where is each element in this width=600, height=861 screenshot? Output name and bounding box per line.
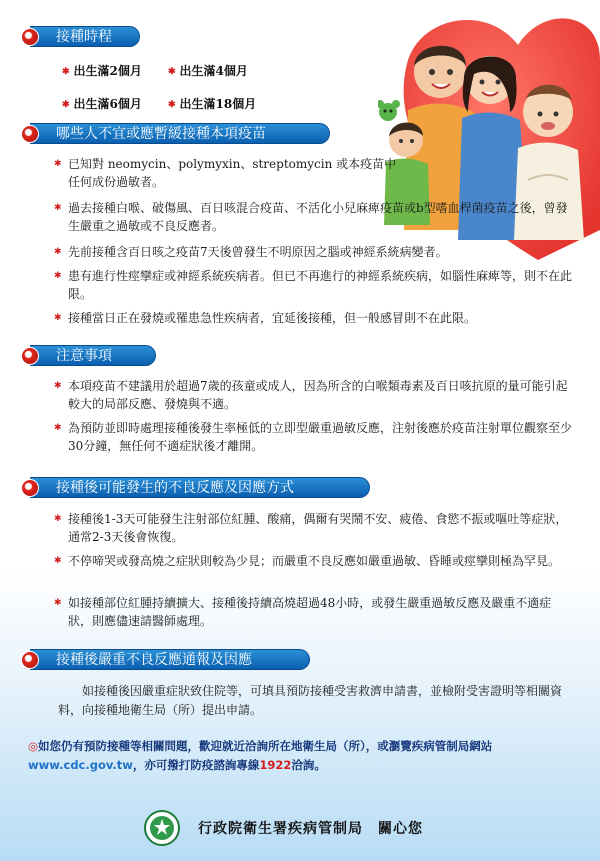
website-link[interactable]: www.cdc.gov.tw <box>28 758 133 772</box>
section-bullet-icon <box>21 651 39 669</box>
section-bullet-icon <box>21 479 39 497</box>
red-star-icon: ✱ <box>54 271 62 281</box>
contact-info: ◎如您仍有預防接種等相關問題，歡迎就近洽詢所在地衛生局（所），或瀏覽疾病管制局網站 www.cdc.gov.tw，亦可撥打防疫諮詢專線1922洽詢。 <box>28 739 493 772</box>
contraindication-item: ✱ 先前接種含百日咳之疫苗7天後曾發生不明原因之腦或神經系統病變者。 <box>68 244 573 262</box>
schedule-item: ✱ 出生滿18個月 <box>168 97 257 111</box>
reporting-text: 如接種後因嚴重症狀致住院等，可填具預防接種受害救濟申請書，並檢附受害證明等相關資料，向接種地衛生局（所）提出申請。 <box>58 684 563 717</box>
schedule-item: ✱ 出生滿4個月 <box>168 64 248 78</box>
red-star-icon: ✱ <box>54 423 62 433</box>
schedule-item: ✱ 出生滿2個月 <box>62 64 142 78</box>
section-bullet-icon <box>21 125 39 143</box>
red-star-icon: ✱ <box>168 100 176 110</box>
precaution-item: ✱ 為預防並即時處理接種後發生率極低的立即型嚴重過敏反應，注射後應於疫苗注射單位觀察至少30分鐘，無任何不適症狀後才離開。 <box>54 421 573 453</box>
section-title: 接種後可能發生的不良反應及因應方式 <box>56 480 294 496</box>
footer-organization: 行政院衛生署疾病管制局 關心您 <box>198 821 423 837</box>
red-star-icon: ✱ <box>54 514 62 524</box>
section-title: 接種時程 <box>56 29 112 45</box>
red-star-icon: ✱ <box>54 598 62 608</box>
schedule-item: ✱ 出生滿6個月 <box>62 97 142 111</box>
contraindication-item: ✱ 已知對 neomycin、polymyxin、streptomycin 或本疫苗中任何成份過敏者。 <box>54 157 397 189</box>
red-star-icon: ✱ <box>54 556 62 566</box>
section-header-schedule <box>30 26 140 47</box>
red-star-icon: ✱ <box>62 100 70 110</box>
red-star-icon: ✱ <box>54 313 62 323</box>
cdc-seal-icon <box>144 810 180 846</box>
contraindication-item: ✱ 患有進行性痙攣症或神經系統疾病者。但已不再進行的神經系統疾病，如腦性麻痺等，則不在此限。 <box>54 269 573 301</box>
hotline-number: 1922 <box>259 758 292 772</box>
reaction-item: ✱ 接種後1-3天可能發生注射部位紅腫、酸痛，偶爾有哭鬧不安、疲倦、食慾不振或嘔吐等症狀，通常2-3天後會恢復。 <box>54 512 568 544</box>
red-star-icon: ✱ <box>168 67 176 77</box>
double-circle-icon: ◎ <box>28 739 39 753</box>
red-star-icon: ✱ <box>62 67 70 77</box>
section-title: 哪些人不宜或應暫緩接種本項疫苗 <box>56 126 266 142</box>
section-title: 接種後嚴重不良反應通報及因應 <box>56 652 252 668</box>
section-title: 注意事項 <box>56 348 112 364</box>
precaution-item: ✱ 本項疫苗不建議用於超過7歲的孩童或成人，因為所含的白喉類毒素及百日咳抗原的量可能引起較大的局部反應、發燒與不適。 <box>54 379 568 411</box>
reaction-item: ✱ 不停啼哭或發高燒之症狀則較為少見；而嚴重不良反應如嚴重過敏、昏睡或痙攣則極為罕見。 <box>68 553 573 571</box>
red-star-icon: ✱ <box>54 203 62 213</box>
red-star-icon: ✱ <box>54 159 62 169</box>
red-star-icon: ✱ <box>54 381 62 391</box>
section-bullet-icon <box>21 347 39 365</box>
contraindication-item: ✱ 接種當日正在發燒或罹患急性疾病者，宜延後接種，但一般感冒則不在此限。 <box>68 310 573 328</box>
section-header-precautions <box>30 345 156 366</box>
contraindication-item: ✱ 過去接種白喉、破傷風、百日咳混合疫苗、不活化小兒麻痺疫苗或b型嗜血桿菌疫苗之後，曾發生嚴重之過敏或不良反應者。 <box>54 201 568 233</box>
section-header-contraindications <box>30 123 330 144</box>
section-header-reactions <box>30 477 370 498</box>
section-bullet-icon <box>21 28 39 46</box>
red-star-icon: ✱ <box>54 247 62 257</box>
reaction-item: ✱ 如接種部位紅腫持續擴大、接種後持續高燒超過48小時，或發生嚴重過敏反應及嚴重不適症狀，則應儘速請醫師處理。 <box>54 596 552 628</box>
section-header-reporting <box>30 649 310 670</box>
